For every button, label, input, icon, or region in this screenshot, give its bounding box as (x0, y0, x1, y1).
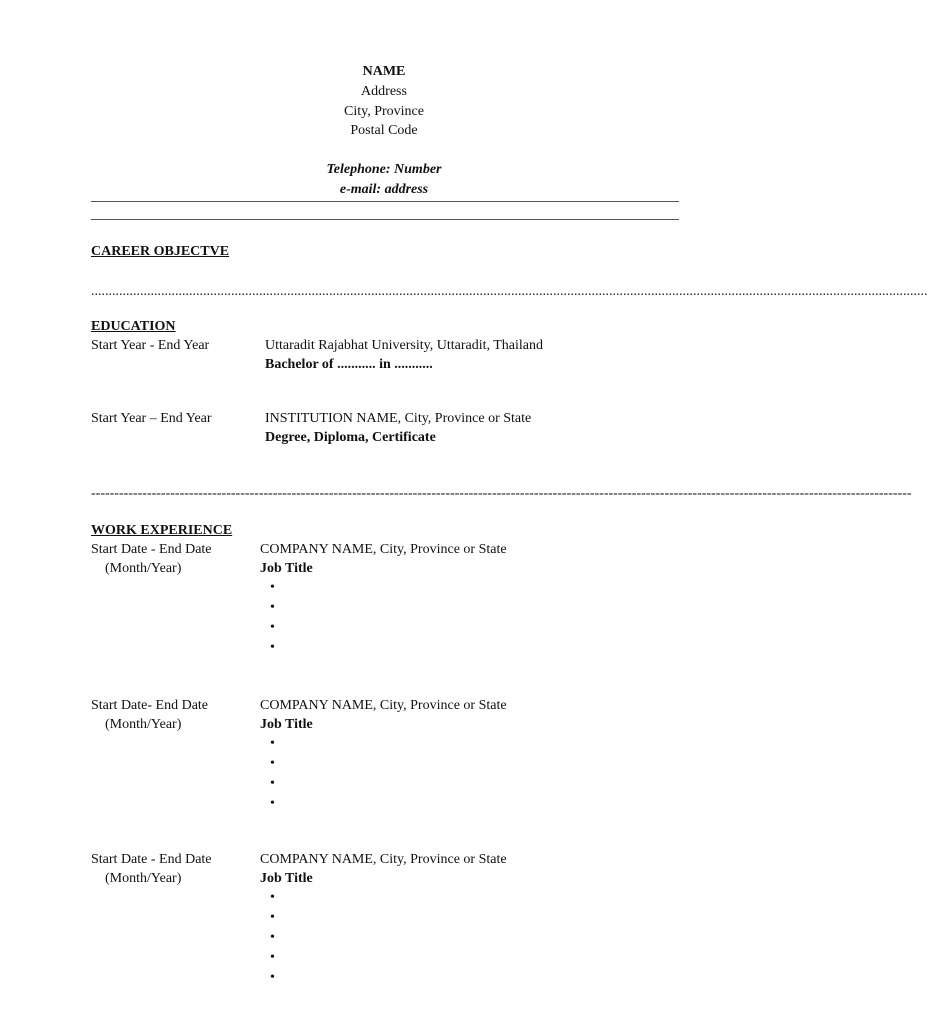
work-period: (Month/Year) (105, 717, 182, 732)
career-objective-heading: CAREER OBJECTVE (91, 244, 230, 259)
bullet-icon: • (270, 736, 275, 751)
education-years: Start Year – End Year (91, 411, 212, 426)
work-experience-heading: WORK EXPERIENCE (91, 523, 233, 538)
address-line: Address (361, 84, 407, 99)
work-company: COMPANY NAME, City, Province or State (260, 698, 507, 713)
education-heading: EDUCATION (91, 319, 176, 334)
education-degree: Degree, Diploma, Certificate (265, 430, 436, 445)
work-company: COMPANY NAME, City, Province or State (260, 542, 507, 557)
bullet-icon: • (270, 890, 275, 905)
bullet-icon: • (270, 776, 275, 791)
bullet-icon: • (270, 756, 275, 771)
work-dates: Start Date- End Date (91, 698, 209, 713)
bullet-icon: • (270, 600, 275, 615)
education-years: Start Year - End Year (91, 338, 210, 353)
bullet-icon: • (270, 640, 275, 655)
work-period: (Month/Year) (105, 561, 182, 576)
education-separator: -------------------------------------------------------------------------------------------------------------------------------------------------------------------------------- (91, 486, 912, 501)
bullet-icon: • (270, 930, 275, 945)
work-job-title: Job Title (260, 871, 313, 886)
header-rule-top (91, 201, 679, 202)
work-dates: Start Date - End Date (91, 852, 212, 867)
work-job-title: Job Title (260, 717, 313, 732)
work-job-title: Job Title (260, 561, 313, 576)
work-company: COMPANY NAME, City, Province or State (260, 852, 507, 867)
work-period: (Month/Year) (105, 871, 182, 886)
postal-line: Postal Code (350, 123, 418, 138)
email-line: e-mail: address (339, 182, 429, 197)
bullet-icon: • (270, 950, 275, 965)
bullet-icon: • (270, 970, 275, 985)
bullet-icon: • (270, 796, 275, 811)
career-objective-dots: ............................................................................................................................................................................................................................................... (91, 284, 928, 299)
telephone-line: Telephone: Number (326, 162, 442, 177)
city-line: City, Province (344, 104, 424, 119)
bullet-icon: • (270, 580, 275, 595)
bullet-icon: • (270, 910, 275, 925)
bullet-icon: • (270, 620, 275, 635)
header-rule-bottom (91, 219, 679, 220)
resume-name: NAME (362, 64, 406, 79)
work-dates: Start Date - End Date (91, 542, 212, 557)
education-degree: Bachelor of ........... in ........... (265, 357, 433, 372)
education-institution: INSTITUTION NAME, City, Province or State (265, 411, 532, 426)
education-institution: Uttaradit Rajabhat University, Uttaradit, Thailand (265, 338, 543, 353)
